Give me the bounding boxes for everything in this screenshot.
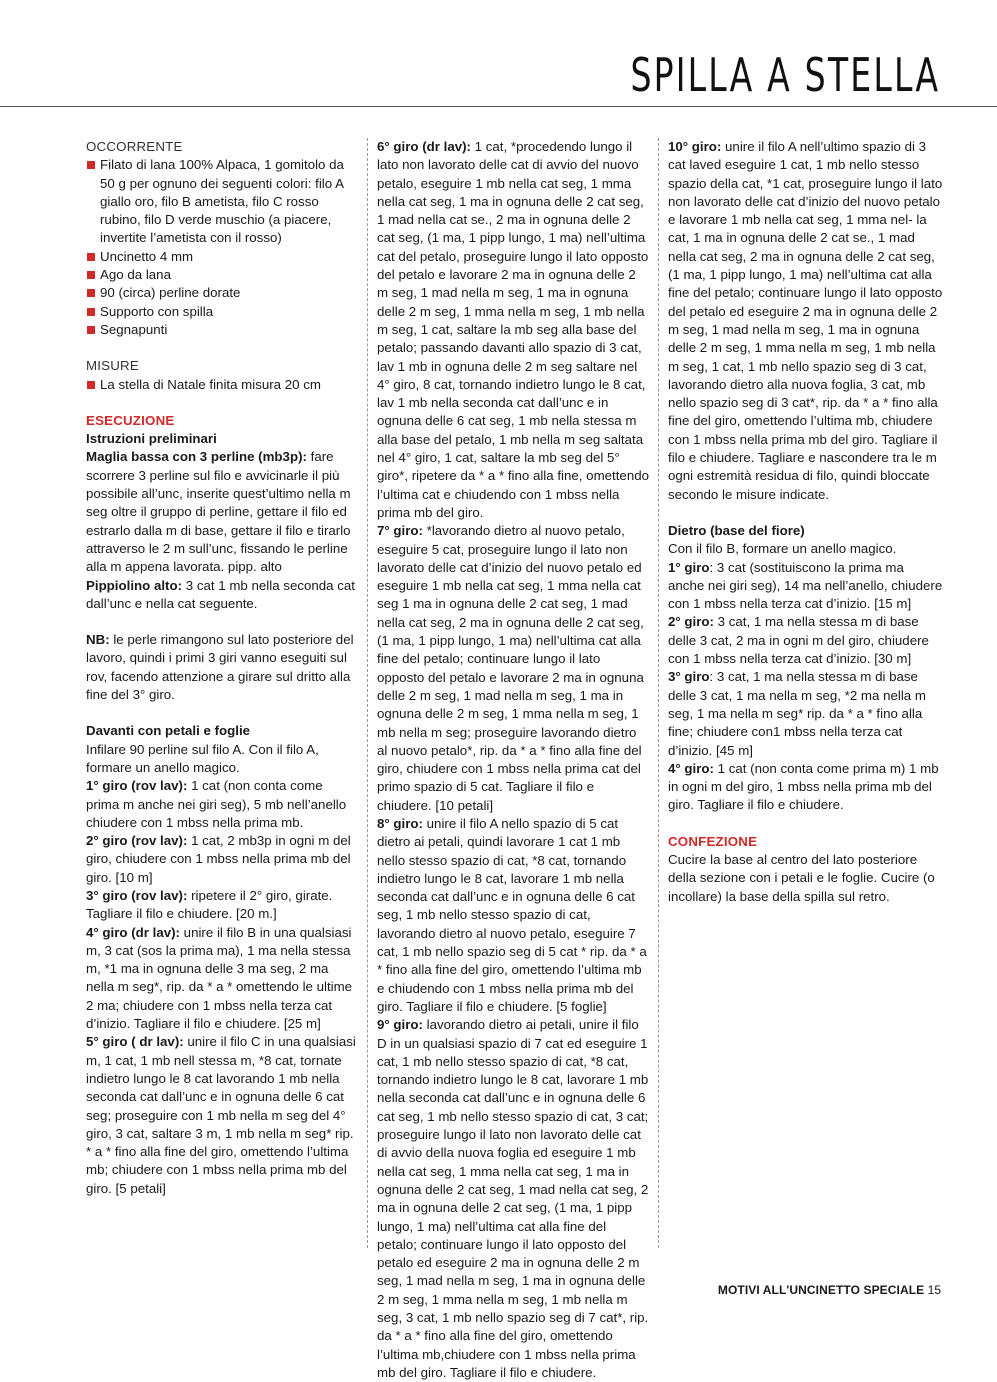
footer-label: MOTIVI ALL'UNCINETTO SPECIALE: [717, 1283, 925, 1297]
subheading-front: Davanti con petali e foglie: [86, 723, 251, 739]
round-paragraph: 9° giro: lavorando dietro ai petali, unire il filo D in un qualsiasi spazio di 7 cat ed eseguire 1 cat, 1 mb nello stesso spazio di cat, *8 cat, tornando indietro lungo le 8 cat, lavorare 1 mb nella seconda cat dall’unc e in ognuna delle 6 cat seg, 1 mb nello stesso spazio di cat, 3 cat; proseguire lungo il lato non lavorato delle cat di avvio della nuova foglia ed eseguire 1 mb nella cat seg, 1 mma nella cat seg, 1 ma in ognuna delle 2 cat seg, 1 mad nella cat seg, 2 ma in ognuna delle 2 cat seg, (1 ma, 1 pipp lungo, 1 ma) nell’ultima cat alla fine del petalo; continuare lungo il lato opposto del petalo ed eseguire 2 ma in ognuna delle 2 m seg, 1 mad nella m seg, 1 ma in ognuna delle 2 m seg, 1 mma nella m seg, 1 mb nella m seg, 3 cat, 1 mb nello spazio seg di 7 cat*, rip. da * a * fino alla fine del giro, omettendo l’ultima mb,chiudere con 1 mbss nella prima mb del giro. Tagliare il filo e chiudere.: [377, 1017, 649, 1380]
round-paragraph: 3° giro: 3 cat, 1 ma nella stessa m di base delle 3 cat, 1 ma nella m seg, *2 ma nella m seg, 1 ma nella m seg* rip. da * a * fino alla fine; chiudere con1 mbss nella terza cat d’inizio. [45 m]: [668, 669, 926, 758]
round-paragraph: 3° giro (rov lav): ripetere il 2° giro, girate. Tagliare il filo e chiudere. [20 m.]: [86, 887, 333, 922]
bullet-square-icon: [87, 381, 95, 389]
materials-heading: OCCORRENTE: [86, 139, 183, 154]
paragraph: Con il filo B, formare un anello magico.: [668, 541, 897, 557]
column-1: [86, 138, 358, 1198]
round-paragraph: 10° giro: unire il filo A nell’ultimo spazio di 3 cat laved eseguire 1 cat, 1 mb nello stesso spazio della cat, *1 cat, proseguire lungo il lato non lavorato delle cat d’inizio del nuovo petalo e lavorare 1 mb nella cat seg, 1 mma nel- la cat, 1 ma in ognuna delle 2 cat se., 1 mad nella cat seg, 2 ma in ognuna delle 2 cat seg, (1 ma, 1 pipp lungo, 1 ma) nell’ultima cat alla fine del petalo; continuare lungo il lato opposto del petalo ed eseguire 2 ma in ognuna delle 2 m seg, 1 mad nella m seg, 1 ma in ognuna delle 2 m seg, 1 mma nella m seg, 1 mb nella m seg, 1 cat, 1 mb nello spazio seg di 3 cat, lavorando dietro alla nuova foglia, 3 cat, mb nello spazio seg di 3 cat*, rip. da * a * fino alla fine del giro, omettendo l’ultima mb, chiudere con 1 mbss nella prima mb del giro. Tagliare il filo e chiudere. Tagliare e nascondere tra le m ogni estremità residua di filo, quindi bloccate secondo le misure indicate.: [668, 139, 943, 502]
round-paragraph: 8° giro: unire il filo A nello spazio di 5 cat dietro ai petali, quindi lavorare 1 cat 1 mb nello stesso spazio di cat, *8 cat, tornando indietro lungo le 8 cat, lavorare 1 mb nella seconda cat dall’unc e in ognuna delle 6 cat seg, 1 mb nello stesso spazio di cat, lavorando dietro al nuovo petalo, eseguire 7 cat, 1 mb nello spazio seg di 5 cat * rip. da * a * fino alla fine del giro, omettendo l’ultima mb e chiudendo con 1 mbss nella prima mb del giro. Tagliare il filo e chiudere. [5 foglie]: [377, 815, 647, 1014]
bullet-square-icon: [87, 253, 95, 261]
bullet-square-icon: [87, 308, 95, 316]
bullet-square-icon: [87, 289, 95, 297]
paragraph: Cucire la base al centro del lato posteriore della sezione con i petali e le foglie. Cucire (o incollare) la base della spilla sul retro.: [668, 851, 935, 904]
bullet-square-icon: [87, 326, 95, 334]
column-divider: [367, 138, 368, 1248]
measures-heading: MISURE: [86, 358, 139, 374]
section-heading-finishing: CONFEZIONE: [668, 833, 758, 849]
note-paragraph: NB: le perle rimangono sul lato posteriore del lavoro, quindi i primi 3 giri vanno eseguiti sul rov, facendo attenzione a girare sul dritto alla fine del 3° giro.: [86, 632, 354, 703]
round-paragraph: 2° giro: 3 cat, 1 ma nella stessa m di base delle 3 cat, 2 ma in ogni m del giro, chiudere con 1 mbss nella terza cat d’inizio. [30 m]: [668, 614, 929, 667]
list-item: Segnapunti: [86, 321, 358, 339]
column-3: [668, 138, 943, 906]
list-item: Supporto con spilla: [86, 303, 358, 321]
page-title: SPILLA A STELLA: [630, 48, 940, 102]
page-number: 15: [927, 1283, 941, 1297]
paragraph: Maglia bassa con 3 perline (mb3p): fare scorrere 3 perline sul filo e avvicinarle il più possibile all’unc, inserite quest’ultimo nella m seg oltre il gruppo di perline, gettare il filo ed estrarlo dalla m di base, gettare il filo e tirarlo attraverso le 2 m sull’unc, fissando le perline alla m appena lavorata. pipp. alto: [86, 449, 351, 575]
round-paragraph: 1° giro (rov lav): 1 cat (non conta come prima m anche nei giri seg), 5 mb nell’anello chiudere con 1 mbss nella prima mb.: [86, 778, 347, 830]
list-item: Uncinetto 4 mm: [86, 248, 358, 266]
bullet-square-icon: [87, 161, 95, 169]
round-paragraph: 4° giro (dr lav): unire il filo B in una qualsiasi m, 3 cat (sos la prima ma), 1 ma nella stessa m, *1 ma in ognuna delle 3 ma seg, 2 ma nella m seg*, rip. da * a * omettendo le ultime 2 ma; chiudere con 1 mbss nella terza cat d’inizio. Tagliare il filo e chiudere. [25 m]: [86, 924, 353, 1032]
round-paragraph: 4° giro: 1 cat (non conta come prima m) 1 mb in ogni m del giro, 1 mbss nella prima mb del giro. Tagliare il filo e chiudere.: [668, 760, 939, 813]
paragraph: Infilare 90 perline sul filo A. Con il filo A, formare un anello magico.: [86, 741, 319, 775]
list-item: La stella di Natale finita misura 20 cm: [86, 376, 358, 394]
bullet-square-icon: [87, 271, 95, 279]
column-divider: [658, 138, 659, 1248]
subheading-prelim: Istruzioni preliminari: [86, 431, 217, 447]
list-item: Ago da lana: [86, 266, 358, 284]
round-paragraph: 7° giro: *lavorando dietro al nuovo petalo, eseguire 5 cat, proseguire lungo il lato non lavorato delle cat d’inizio del nuovo petalo ed eseguire 1 mb nella cat seg, 1 mma nella cat seg 1 ma in ognuna delle 2 cat seg, 1 mad nella cat seg, 2 ma in ognuna delle 2 cat seg, (1 ma, 1 pipp lungo, 1 ma) nell’ultima cat alla fine del petalo; continuare lungo il lato opposto del petalo e lavorare 2 ma in ognuna delle 2 m seg, 1 mad nella m seg, 1 ma in ognuna delle 2 m seg, 1 mma nella m seg, 1 mb nella m seg; proseguire lavorando dietro al nuovo petalo*, rip. da * a * fino alla fine del giro, chiudere con 1 mbss nella prima cat del primo spazio di 5 cat. Tagliare il filo e chiudere. [10 petali]: [377, 523, 644, 813]
list-item: 90 (circa) perline dorate: [86, 284, 358, 302]
round-paragraph: 5° giro ( dr lav): unire il filo C in una qualsiasi m, 1 cat, 1 mb nell stessa m, *8 cat, tornate indietro lungo le 8 cat lavorando 1 mb nella seconda cat dall’unc e in ognuna delle 6 cat seg; proseguire con 1 mb nella m seg del 4° giro, 3 cat, saltare 3 m, 1 mb nella m seg* rip. * a * fino alla fine del giro, omettendo l’ultima mb; chiudere con 1 mbss nella prima mb del giro. [5 petali]: [86, 1034, 356, 1196]
header-rule: [0, 106, 997, 107]
round-paragraph: 2° giro (rov lav): 1 cat, 2 mb3p in ogni m del giro, chiudere con 1 mbss nella prima mb del giro. [10 m]: [86, 833, 351, 885]
subheading-back: Dietro (base del fiore): [668, 522, 805, 538]
page-footer: [718, 1283, 941, 1297]
round-paragraph: 1° giro: 3 cat (sostituiscono la prima ma anche nei giri seg), 14 ma nell’anello, chiudere con 1 mbss nella terza cat d’inizio. [15 m]: [668, 559, 943, 612]
column-2: [377, 138, 649, 1382]
round-paragraph: 6° giro (dr lav): 1 cat, *procedendo lungo il lato non lavorato delle cat di avvio del nuovo petalo, eseguire 1 mb nella cat seg, 1 mma nella cat seg, 1 ma in ognuna delle 2 cat seg, 1 mad nella cat se., 2 ma in ognuna delle 2 cat seg, (1 ma, 1 pipp lungo, 1 ma) nell’ultima cat del petalo, proseguire lungo il lato opposto del petalo e lavorare 2 ma in ognuna delle 2 m seg, 1 mad nella m seg, 1 ma in ognuna delle 2 m seg, 1 mma nella m seg, 1 mb nella m seg, 1 cat, saltare la mb seg alla base del petalo; passando davanti allo spazio di 3 cat, lav 1 mb in ognuna delle 2 m seg saltare nel 4° giro, 8 cat, tornando indietro lungo le 8 cat, lav 1 mb nella seconda cat dall’unc e in ognuna delle 6 cat seg, 1 mb nella stessa m alla base del petalo, 1 mb nella m seg saltata nel 4° giro, 1 cat, saltare la mb seg del 5° giro*, ripetere da * a * fino alla fine, omettendo l’ultima cat e chiudendo con 1 mbss nella prima mb del giro.: [377, 139, 650, 520]
paragraph: Pippiolino alto: 3 cat 1 mb nella seconda cat dall’unc e nella cat seguente.: [86, 577, 355, 611]
section-heading-execution: ESECUZIONE: [86, 412, 175, 428]
list-item: Filato di lana 100% Alpaca, 1 gomitolo da 50 g per ognuno dei seguenti colori: filo A giallo oro, filo B ametista, filo C rosso rubino, filo D verde muschio (a piacere, invertite l’ametista con il rosso): [86, 156, 358, 247]
